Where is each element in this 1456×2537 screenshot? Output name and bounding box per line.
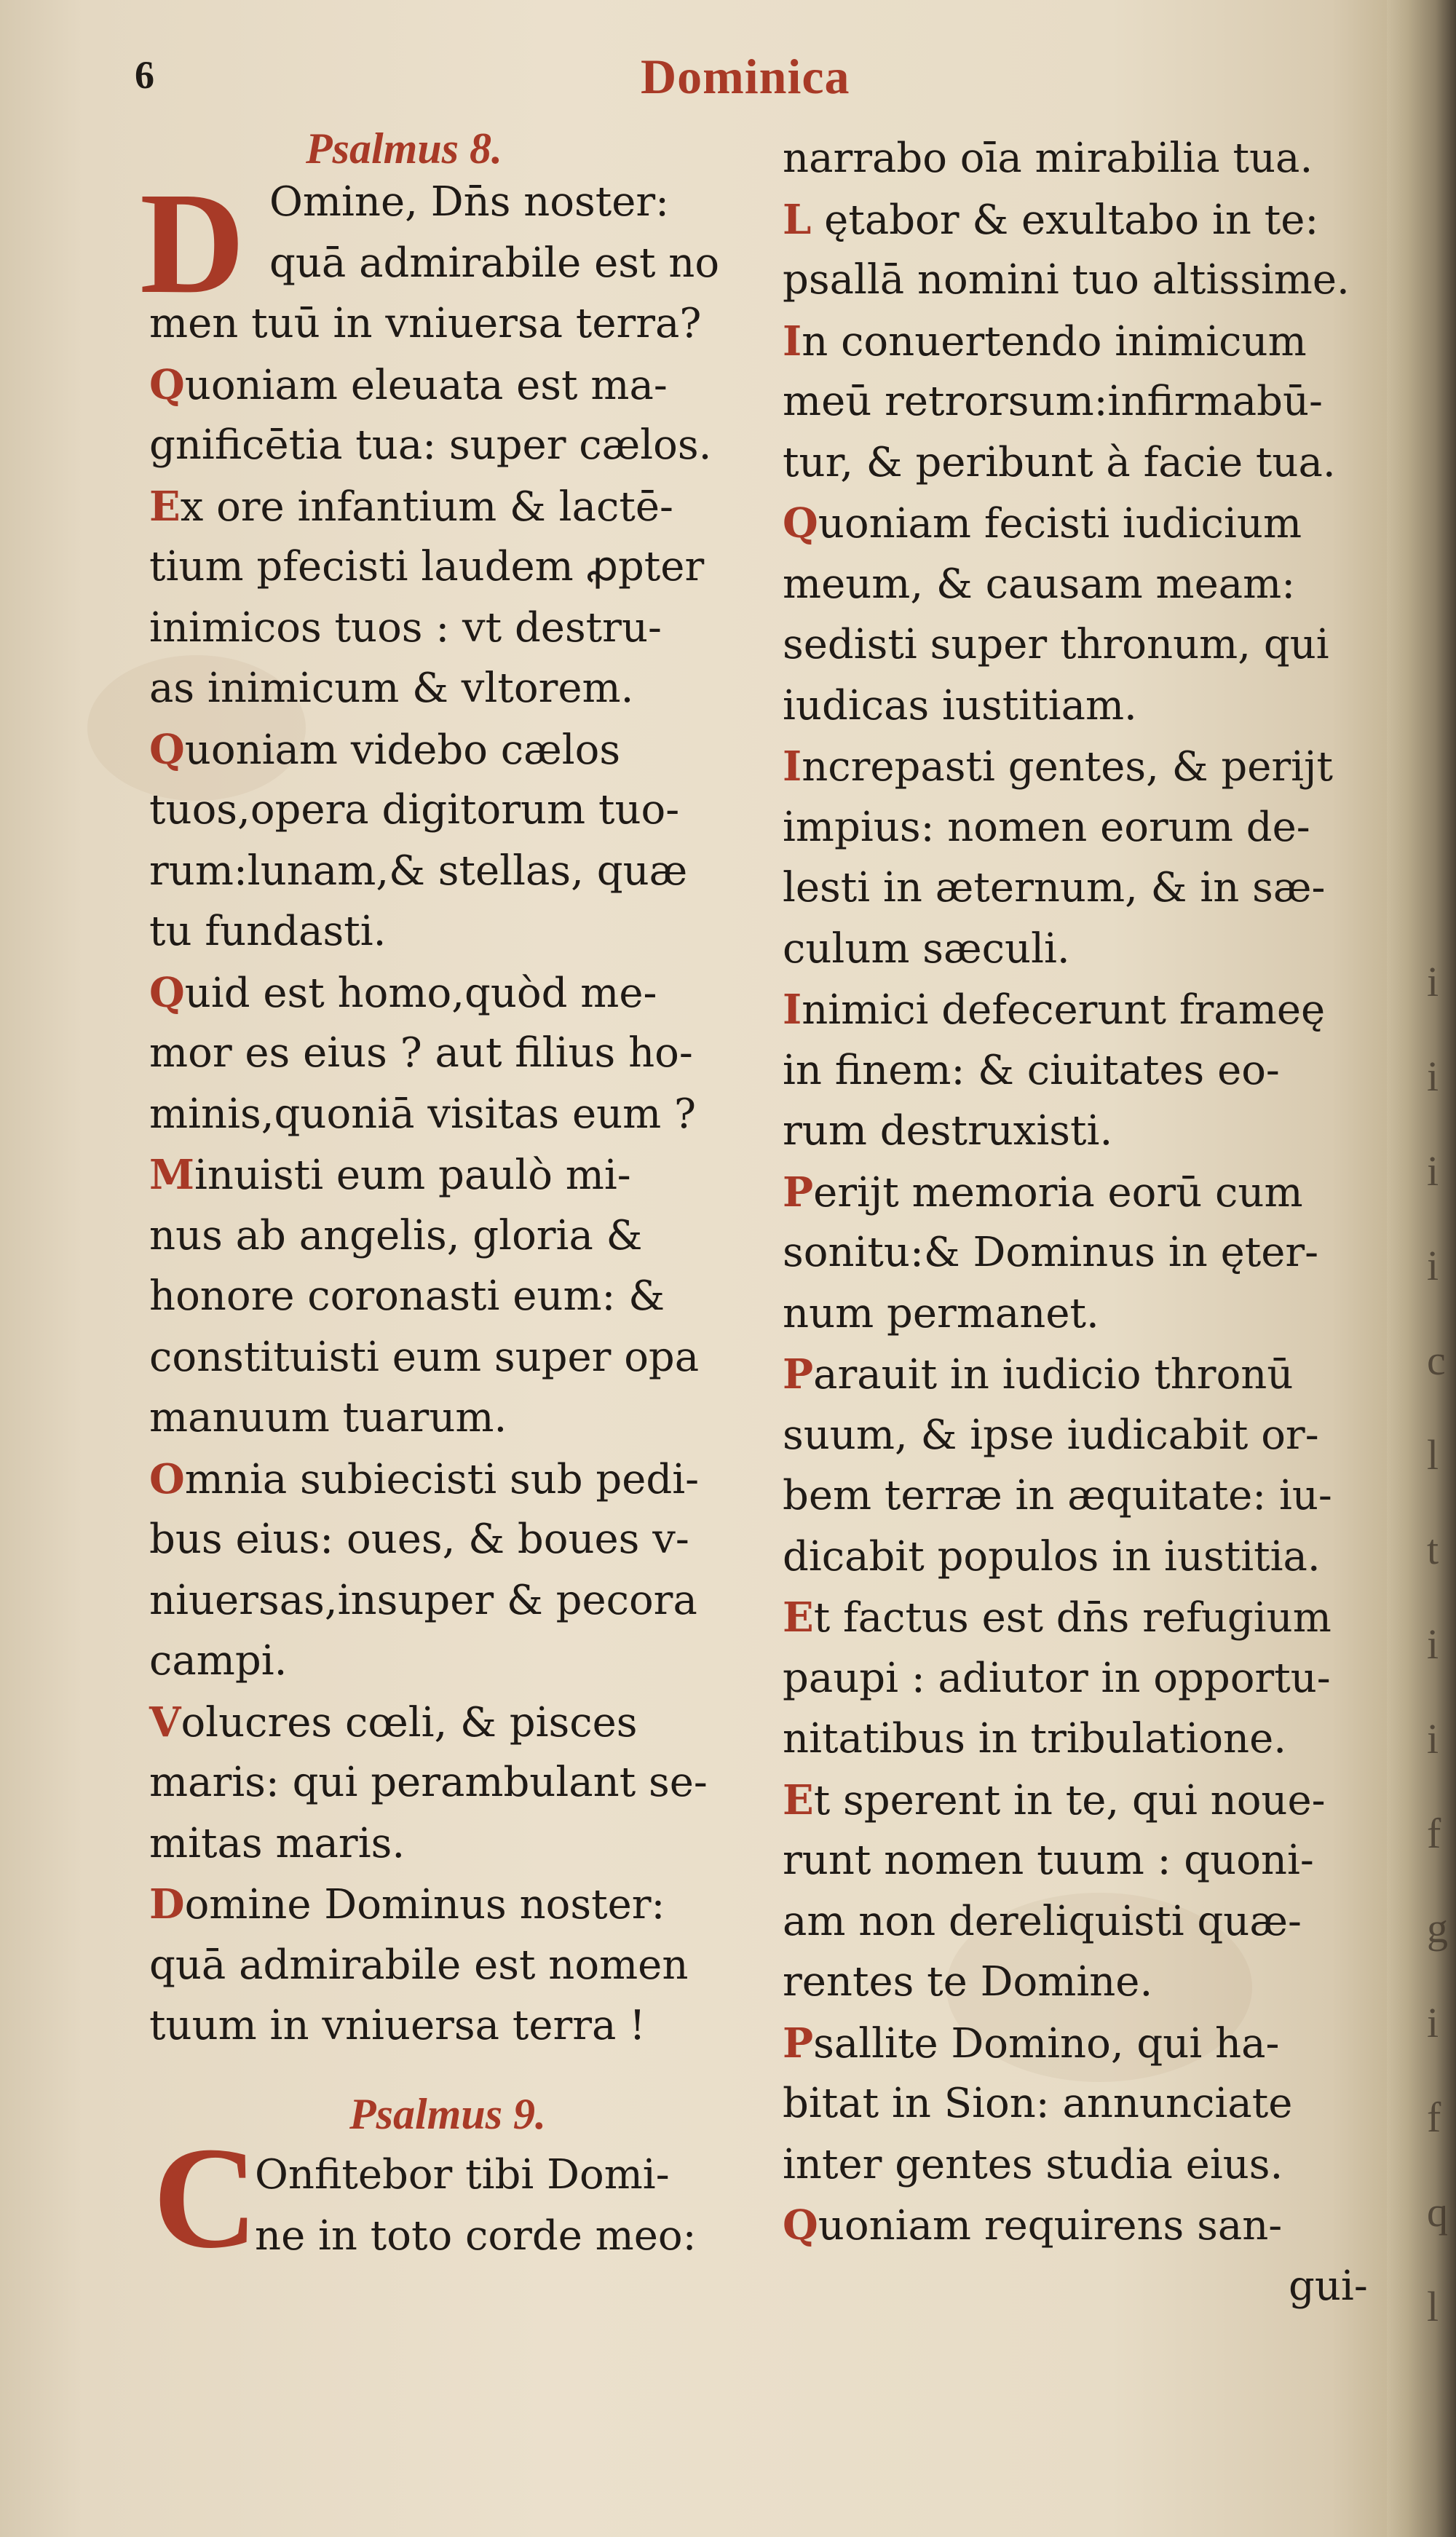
right-text-line [783, 2140, 1283, 2188]
line-text: honore coronasti eum: & [149, 1273, 665, 1320]
rubricated-initial: I [783, 743, 802, 791]
line-text: am non dereliquisti quæ- [783, 1897, 1302, 1945]
line-text: bus eius: oues, & boues v- [149, 1516, 689, 1563]
line-text: sallite Domino, qui ha- [813, 2019, 1280, 2067]
left-text-line [149, 543, 705, 590]
line-text: Onfitebor tibi Domi- [255, 2151, 670, 2198]
right-text-line [783, 1411, 1319, 1459]
left-text-line [149, 908, 387, 955]
right-text-line [783, 1472, 1332, 1519]
right-text-line [783, 135, 1313, 182]
right-text-line [783, 1715, 1287, 1762]
left-text-line [149, 1454, 700, 1503]
left-text-line [149, 1211, 643, 1259]
line-text: mor es eius ? aut filius ho- [149, 1029, 693, 1077]
line-text: meū retrorsum:infirmabū- [783, 378, 1323, 425]
left-text-line [149, 603, 662, 652]
right-text-line [783, 1168, 1303, 1216]
running-head: Dominica [641, 49, 850, 104]
line-text: gui- [1289, 2262, 1368, 2310]
line-text: mnia subiecisti sub pedi- [184, 1455, 700, 1503]
right-text-line [783, 681, 1137, 729]
line-text: sonitu:& Dominus in ęter- [783, 1229, 1319, 1276]
psalm-8-heading: Psalmus 8. [306, 124, 503, 173]
rubricated-initial: E [783, 1776, 814, 1824]
right-text-line [783, 2019, 1280, 2067]
bleed-through-letter: i [1427, 1053, 1439, 1100]
rubricated-initial: E [783, 1594, 814, 1642]
right-text-line [783, 743, 1333, 791]
right-text-line [783, 2201, 1283, 2249]
left-text-line [149, 1333, 700, 1381]
line-text: maris: qui perambulant se- [149, 1759, 708, 1806]
left-text-line [149, 1394, 507, 1441]
right-text-line [783, 1897, 1302, 1945]
line-text: t factus est dn̄s refugium [813, 1594, 1332, 1642]
bleed-through-letter: i [1427, 1620, 1439, 1668]
right-text-line [783, 317, 1307, 365]
left-text-line [149, 482, 673, 531]
line-text: as inimicum & vltorem. [149, 665, 634, 712]
line-text: lesti in æternum, & in sæ- [783, 864, 1326, 911]
line-text: inuisti eum paulò mi- [194, 1152, 631, 1199]
left-text-line [149, 1576, 697, 1624]
right-text-line [783, 256, 1350, 304]
left-text-line [149, 360, 668, 409]
line-text: narrabo oīa mirabilia tua. [783, 135, 1313, 182]
left-text-line [149, 1151, 631, 1199]
right-text-line [783, 803, 1310, 851]
line-text: rum:lunam,& stellas, quæ [149, 847, 688, 895]
line-text: num permanet. [783, 1289, 1099, 1337]
left-text-line [149, 968, 657, 1017]
bleed-through-letter: i [1427, 1147, 1439, 1195]
left-text-line [149, 1819, 405, 1867]
line-text: men tuū in vniuersa terra? [149, 300, 702, 347]
right-text-line [783, 378, 1323, 425]
right-text-line [783, 1107, 1113, 1155]
right-text-line [783, 986, 1326, 1034]
rubricated-initial: V [149, 1698, 181, 1746]
line-text: mitas maris. [149, 1819, 405, 1867]
line-text: nimici defecerunt frameę [802, 986, 1326, 1034]
line-text: nus ab angelis, gloria & [149, 1211, 643, 1259]
line-text: nitatibus in tribulatione. [783, 1715, 1287, 1762]
right-text-line [783, 1958, 1153, 2006]
right-text-line [783, 1350, 1294, 1398]
left-text-line [269, 178, 670, 226]
left-text-line [149, 1029, 693, 1077]
left-text-line [269, 239, 720, 287]
right-text-line [783, 195, 1319, 244]
bleed-through-letter: i [1427, 1999, 1439, 2046]
right-text-line [783, 925, 1070, 973]
line-text: erijt memoria eorū cum [813, 1168, 1303, 1216]
left-text-line [149, 786, 680, 834]
right-text-line [783, 1837, 1314, 1884]
line-text: runt nomen tuum : quoni- [783, 1837, 1314, 1884]
line-text: campi. [149, 1637, 288, 1685]
line-text: omine Dominus noster: [184, 1881, 665, 1928]
line-text: suum, & ipse iudicabit or- [783, 1411, 1319, 1459]
left-text-line [149, 665, 634, 712]
rubricated-initial: Q [149, 360, 185, 409]
rubricated-initial: M [149, 1151, 194, 1199]
rubricated-initial: Q [149, 725, 185, 774]
rubricated-initial: Q [783, 499, 818, 547]
left-text-line [149, 2002, 646, 2049]
left-text-line [149, 1941, 689, 1989]
rubricated-initial: P [783, 2019, 814, 2067]
right-text-line [783, 1289, 1099, 1337]
rubricated-initial: E [149, 482, 181, 531]
line-text: bem terræ in æquitate: iu- [783, 1472, 1332, 1519]
line-text: ne in toto corde meo: [255, 2212, 697, 2260]
right-text-line [783, 864, 1326, 911]
left-text-line [149, 1698, 638, 1746]
drop-initial-C: C [153, 2118, 258, 2279]
left-text-line [149, 300, 702, 347]
line-text: constituisti eum super opa [149, 1333, 700, 1381]
line-text: Omine, Dn̄s noster: [269, 178, 670, 226]
left-text-line [149, 1516, 689, 1563]
bleed-through-letter: c [1427, 1337, 1446, 1384]
rubricated-initial: O [149, 1454, 185, 1503]
line-text: tu fundasti. [149, 908, 387, 955]
line-text: sedisti super thronum, qui [783, 621, 1329, 668]
line-text: uoniam eleuata est ma- [184, 361, 668, 409]
line-text: meum, & causam meam: [783, 560, 1296, 608]
line-text: dicabit populos in iustitia. [783, 1532, 1321, 1580]
right-text-line [783, 1776, 1326, 1824]
line-text: inimicos tuos : vt destru- [149, 603, 662, 652]
line-text: uoniam fecisti iudicium [818, 500, 1302, 547]
line-text: impius: nomen eorum de- [783, 803, 1310, 851]
right-text-line [783, 1046, 1280, 1094]
left-text-line [149, 847, 688, 895]
line-text: quā admirabile est no [269, 239, 720, 287]
line-text: rentes te Domine. [783, 1958, 1153, 2006]
bleed-through-letter: g [1427, 1904, 1448, 1952]
right-text-line [1289, 2262, 1368, 2310]
right-text-line [783, 1229, 1319, 1276]
line-text: ętabor & exultabo in te: [811, 196, 1319, 244]
line-text: in finem: & ciuitates eo- [783, 1046, 1280, 1094]
line-text: iudicas iustitiam. [783, 681, 1137, 729]
left-text-line [149, 1759, 708, 1806]
right-text-line [783, 2080, 1293, 2127]
right-text-line [783, 621, 1329, 668]
rubricated-initial: L [783, 195, 812, 244]
line-text: minis,quoniā visitas eum ? [149, 1090, 697, 1138]
page-number: 6 [135, 53, 154, 97]
line-text: olucres cœli, & pisces [181, 1698, 638, 1746]
left-text-line [149, 1273, 665, 1320]
rubricated-initial: D [149, 1880, 185, 1928]
right-text-line [783, 1654, 1331, 1702]
line-text: tuum in vniuersa terra ! [149, 2002, 646, 2049]
line-text: uid est homo,quòd me- [184, 969, 657, 1017]
line-text: arauit in iudicio thronū [813, 1351, 1294, 1398]
rubricated-initial: Q [783, 2201, 818, 2249]
line-text: rum destruxisti. [783, 1107, 1113, 1155]
line-text: uoniam videbo cælos [184, 726, 621, 774]
line-text: tuos,opera digitorum tuo- [149, 786, 680, 834]
bleed-through-letter: i [1427, 958, 1439, 1005]
line-text: tur, & peribunt à facie tua. [783, 438, 1336, 486]
right-text-line [783, 1594, 1332, 1642]
bleed-through-letter: f [1427, 1810, 1441, 1857]
rubricated-initial: P [783, 1168, 814, 1216]
left-text-line [149, 725, 621, 774]
line-text: inter gentes studia eius. [783, 2140, 1283, 2188]
rubricated-initial: I [783, 986, 802, 1034]
line-text: tium pfecisti laudem ꝓpter [149, 543, 705, 590]
line-text: manuum tuarum. [149, 1394, 507, 1441]
bleed-through-letter: i [1427, 1715, 1439, 1762]
left-text-line [149, 1880, 665, 1928]
bleed-through-letter: l [1427, 2283, 1439, 2330]
line-text: culum sæculi. [783, 925, 1070, 973]
bleed-through-letter: f [1427, 2094, 1441, 2141]
left-text-line [149, 1090, 697, 1138]
psalm-9-heading: Psalmus 9. [349, 2090, 547, 2138]
line-text: psallā nomini tuo altissime. [783, 256, 1350, 304]
line-text: quā admirabile est nomen [149, 1941, 689, 1989]
rubricated-initial: Q [149, 968, 185, 1017]
left-text-line [255, 2212, 697, 2260]
line-text: niuersas,insuper & pecora [149, 1576, 697, 1624]
left-text-line [149, 421, 712, 469]
line-text: t sperent in te, qui noue- [813, 1776, 1326, 1824]
rubricated-initial: I [783, 317, 802, 365]
line-text: gnificētia tua: super cælos. [149, 421, 712, 469]
line-text: paupi : adiutor in opportu- [783, 1654, 1331, 1702]
left-text-line [149, 1637, 288, 1685]
line-text: x ore infantium & lactē- [180, 483, 673, 531]
line-text: ncrepasti gentes, & perijt [802, 743, 1333, 791]
right-text-line [783, 560, 1296, 608]
right-text-line [783, 1532, 1321, 1580]
bleed-through-letter: q [1427, 2188, 1448, 2236]
line-text: n conuertendo inimicum [802, 317, 1307, 365]
rubricated-initial: P [783, 1350, 814, 1398]
bleed-through-letter: t [1427, 1526, 1439, 1573]
left-text-line [255, 2151, 670, 2198]
line-text: uoniam requirens san- [818, 2202, 1283, 2249]
bleed-through-letter: i [1427, 1242, 1439, 1289]
right-text-line [783, 438, 1336, 486]
line-text: bitat in Sion: annunciate [783, 2080, 1293, 2127]
right-text-line [783, 499, 1302, 547]
bleed-through-letter: l [1427, 1431, 1439, 1479]
drop-initial-D: D [140, 163, 245, 324]
